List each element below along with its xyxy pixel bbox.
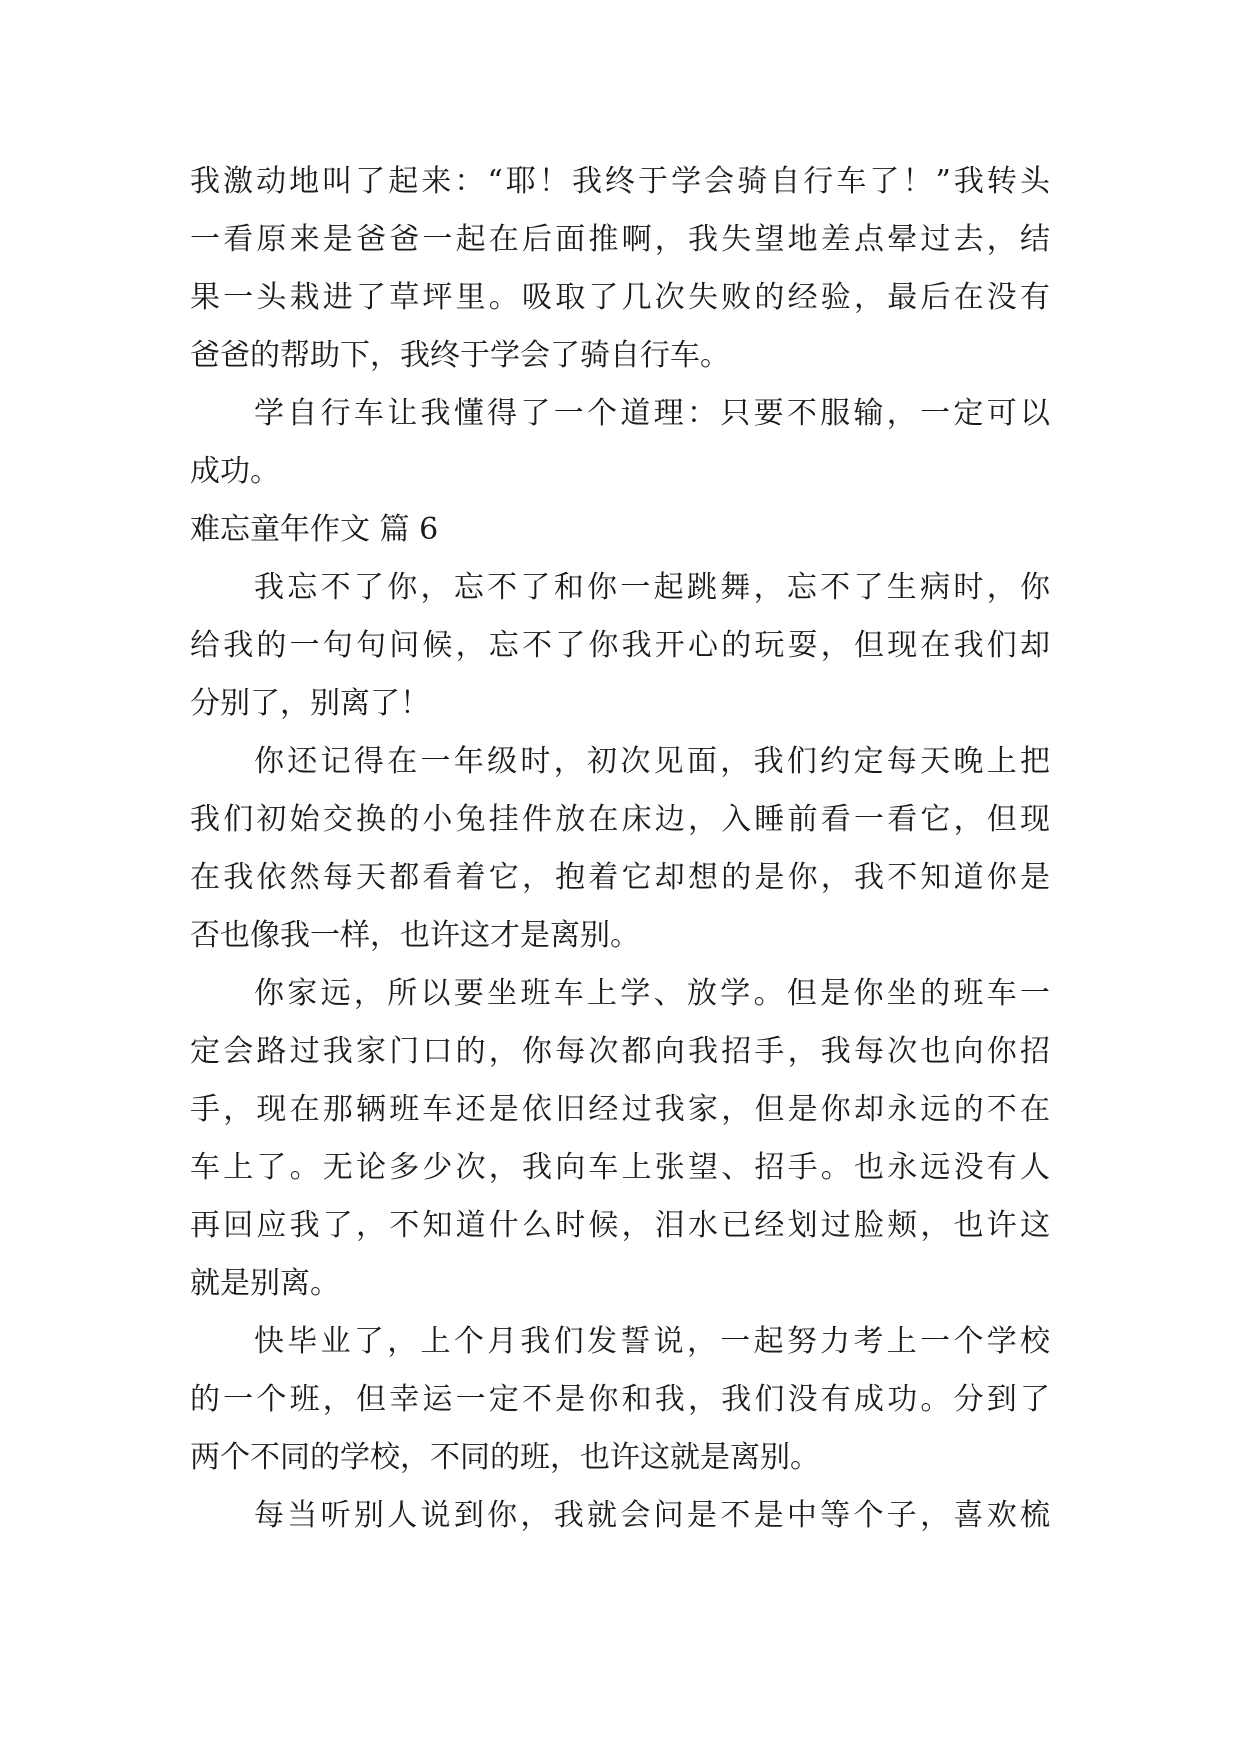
paragraph-line: 分别了，别离了！ (190, 686, 430, 721)
paragraph-line: 我们初始交换的小兔挂件放在床边，入睡前看一看它，但现 (190, 802, 1050, 837)
paragraph-line: 两个不同的学校，不同的班，也许这就是离别。 (190, 1440, 820, 1475)
paragraph-line: 定会路过我家门口的，你每次都向我招手，我每次也向你招 (190, 1034, 1050, 1069)
paragraph-line: 再回应我了，不知道什么时候，泪水已经划过脸颊，也许这 (190, 1208, 1050, 1243)
paragraph-line: 一看原来是爸爸一起在后面推啊，我失望地差点晕过去，结 (190, 222, 1050, 257)
paragraph-line: 在我依然每天都看着它，抱着它却想的是你，我不知道你是 (190, 860, 1050, 895)
paragraph-line: 你还记得在一年级时，初次见面，我们约定每天晚上把 (254, 744, 1050, 779)
paragraph-line: 学自行车让我懂得了一个道理：只要不服输，一定可以 (254, 396, 1050, 431)
paragraph-line: 你家远，所以要坐班车上学、放学。但是你坐的班车一 (254, 976, 1050, 1011)
paragraph-line: 爸爸的帮助下，我终于学会了骑自行车。 (190, 338, 730, 373)
section-heading: 难忘童年作文 篇 6 (190, 512, 439, 547)
paragraph-line: 手，现在那辆班车还是依旧经过我家，但是你却永远的不在 (190, 1092, 1050, 1127)
paragraph-line: 否也像我一样，也许这才是离别。 (190, 918, 640, 953)
paragraph-line: 快毕业了，上个月我们发誓说，一起努力考上一个学校 (254, 1324, 1050, 1359)
paragraph-line: 我激动地叫了起来：“耶！我终于学会骑自行车了！”我转头 (190, 164, 1050, 199)
paragraph-line: 果一头栽进了草坪里。吸取了几次失败的经验，最后在没有 (190, 280, 1050, 315)
paragraph-line: 车上了。无论多少次，我向车上张望、招手。也永远没有人 (190, 1150, 1050, 1185)
paragraph-line: 给我的一句句问候，忘不了你我开心的玩耍，但现在我们却 (190, 628, 1050, 663)
paragraph-line: 每当听别人说到你，我就会问是不是中等个子，喜欢梳 (254, 1498, 1050, 1533)
paragraph-line: 我忘不了你，忘不了和你一起跳舞，忘不了生病时，你 (254, 570, 1050, 605)
paragraph-line: 的一个班，但幸运一定不是你和我，我们没有成功。分到了 (190, 1382, 1050, 1417)
paragraph-line: 成功。 (190, 454, 280, 489)
paragraph-line: 就是别离。 (190, 1266, 340, 1301)
